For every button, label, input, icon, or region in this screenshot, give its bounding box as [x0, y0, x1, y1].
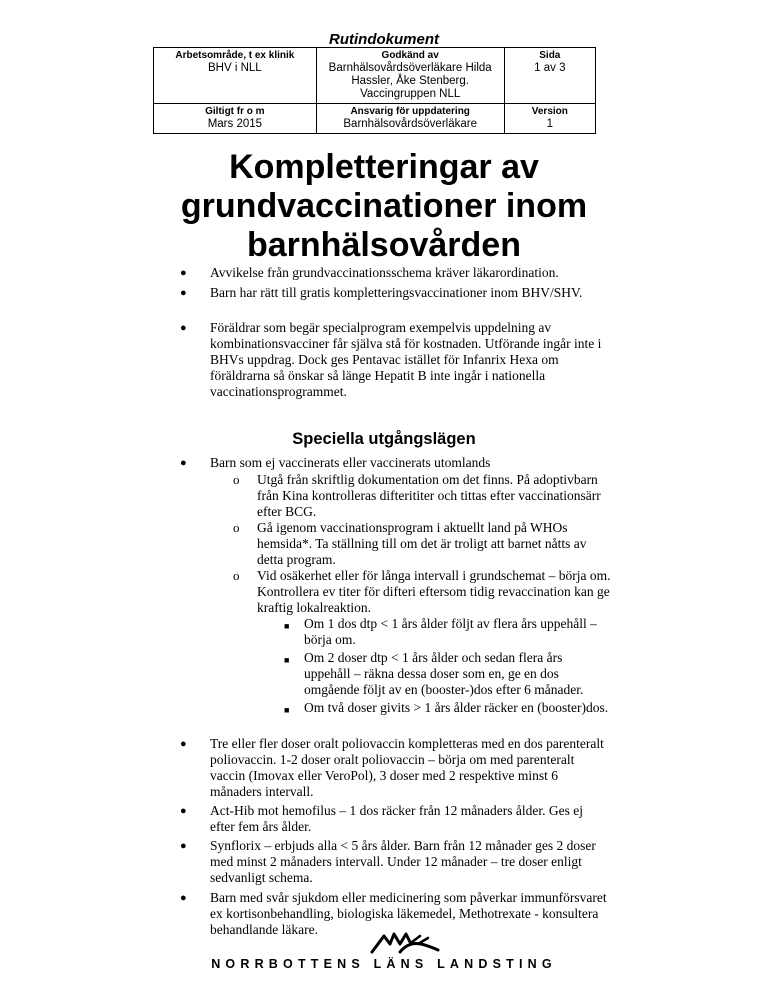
- page-title: Kompletteringar av grundvaccinationer inom barnhälsovården: [180, 148, 588, 264]
- bullet-icon: ●: [180, 805, 187, 817]
- list-item-text: Barn som ej vaccinerats eller vaccinerats utomlands: [210, 455, 491, 470]
- area-cell: [154, 48, 317, 104]
- sub-list-item: [233, 568, 612, 616]
- list-item-text: Avvikelse från grundvaccinationsschema kräver läkarordination.: [210, 265, 559, 280]
- document-type: Rutindokument: [329, 31, 439, 48]
- responsible-value: Barnhälsovårdsöverläkare: [343, 118, 477, 130]
- bullet-icon: ●: [180, 457, 187, 469]
- sub-sub-list-item: [284, 650, 610, 698]
- nll-logo-icon: [370, 930, 440, 954]
- sub-list-item: [233, 520, 612, 568]
- valid-value: Mars 2015: [207, 118, 263, 130]
- sub-list-item-text: Utgå från skriftlig dokumentation om det finns. På adoptivbarn från Kina kontrolleras difterititer och tittas efter vaccinationsärr efter BCG.: [257, 472, 601, 519]
- area-value: BHV i NLL: [208, 62, 262, 74]
- bullet-icon: ●: [180, 738, 187, 750]
- list-item: [180, 320, 610, 400]
- square-bullet-icon: ■: [284, 621, 290, 631]
- square-bullet-icon: ■: [284, 705, 290, 715]
- sub-sub-list-item: [284, 616, 610, 648]
- approved-value: Barnhälsovårdsöverläkare Hilda Hassler, Åke Stenberg. Vaccingruppen NLL: [328, 62, 492, 100]
- bullet-icon: ●: [180, 267, 187, 279]
- list-item: [180, 455, 610, 471]
- page-label: Sida: [539, 50, 561, 61]
- valid-cell: [154, 104, 317, 134]
- circle-bullet-icon: o: [233, 520, 240, 535]
- approved-cell: [316, 48, 504, 104]
- area-label: Arbetsområde, t ex klinik: [175, 50, 295, 61]
- list-item-text: Föräldrar som begär specialprogram exempelvis uppdelning av kombinationsvacciner får själva stå för kostnaden. Utförande ingår inte i BHVs uppdrag. Dock ges Pentavac istället för Infanrix Hexa om föräldrarna så önskar så länge Hepatit B inte ingår i nationella vaccinationsprogrammet.: [210, 320, 602, 399]
- sub-list-item: [233, 472, 612, 520]
- list-item-text: Tre eller fler doser oralt poliovaccin kompletteras med en dos parenteralt poliovaccin. 1-2 doser oralt poliovaccin – börja om med parenteralt vaccin (Imovax eller VeroPol), 3 doser med 2 respektive minst 6 månaders intervall.: [210, 736, 604, 799]
- responsible-cell: [316, 104, 504, 134]
- page-cell: [504, 48, 595, 104]
- document-header-table: [153, 47, 596, 134]
- list-item: [180, 265, 610, 281]
- list-item-text: Barn med svår sjukdom eller medicinering som påverkar immunförsvaret ex kortisonbehandling, biologiska läkemedel, Methotrexate - konsultera behandlande läkare.: [210, 890, 607, 937]
- list-item-text: Barn har rätt till gratis kompletteringsvaccinationer inom BHV/SHV.: [210, 285, 583, 300]
- square-bullet-icon: ■: [284, 655, 290, 665]
- version-value: 1: [546, 118, 554, 130]
- sub-list-item-text: Gå igenom vaccinationsprogram i aktuellt land på WHOs hemsida*. Ta ställning till om det är troligt att barnet nåtts av detta program.: [257, 520, 587, 567]
- responsible-label: Ansvarig för uppdatering: [350, 106, 470, 117]
- bullet-icon: ●: [180, 287, 187, 299]
- section-heading: Speciella utgångslägen: [292, 430, 476, 448]
- circle-bullet-icon: o: [233, 472, 240, 487]
- list-item: [180, 285, 610, 301]
- page-value: 1 av 3: [534, 62, 566, 74]
- bullet-icon: ●: [180, 322, 187, 334]
- list-item-text: Synflorix – erbjuds alla < 5 års ålder. Barn från 12 månader ges 2 doser med minst 2 månaders intervall. Under 12 månader – tre doser enligt sedvanligt schema.: [210, 838, 596, 885]
- circle-bullet-icon: o: [233, 568, 240, 583]
- version-label: Version: [531, 106, 568, 117]
- list-item: [180, 803, 610, 835]
- bullet-icon: ●: [180, 892, 187, 904]
- list-item: [180, 736, 610, 800]
- sub-sub-list-item-text: Om 2 doser dtp < 1 års ålder och sedan flera års uppehåll – räkna dessa doser som en, ge en dos omgående följt av en (booster-)dos efter 6 månader.: [304, 650, 584, 697]
- sub-sub-list-item-text: Om 1 dos dtp < 1 års ålder följt av flera års uppehåll – börja om.: [304, 616, 597, 647]
- version-cell: [504, 104, 595, 134]
- bullet-icon: ●: [180, 840, 187, 852]
- approved-label: Godkänd av: [381, 50, 439, 61]
- valid-label: Giltigt fr o m: [205, 106, 265, 117]
- sub-sub-list-item-text: Om två doser givits > 1 års ålder räcker en (booster)dos.: [304, 700, 609, 715]
- list-item-text: Act-Hib mot hemofilus – 1 dos räcker från 12 månaders ålder. Ges ej efter fem års ålder.: [210, 803, 584, 834]
- organization-name: NORRBOTTENS LÄNS LANDSTING: [211, 957, 557, 971]
- sub-sub-list-item: [284, 700, 610, 716]
- sub-list-item-text: Vid osäkerhet eller för långa intervall i grundschemat – börja om. Kontrollera ev titer för difteri eftersom tidig revaccination kan ge kraftig lokalreaktion.: [257, 568, 611, 615]
- list-item: [180, 838, 610, 886]
